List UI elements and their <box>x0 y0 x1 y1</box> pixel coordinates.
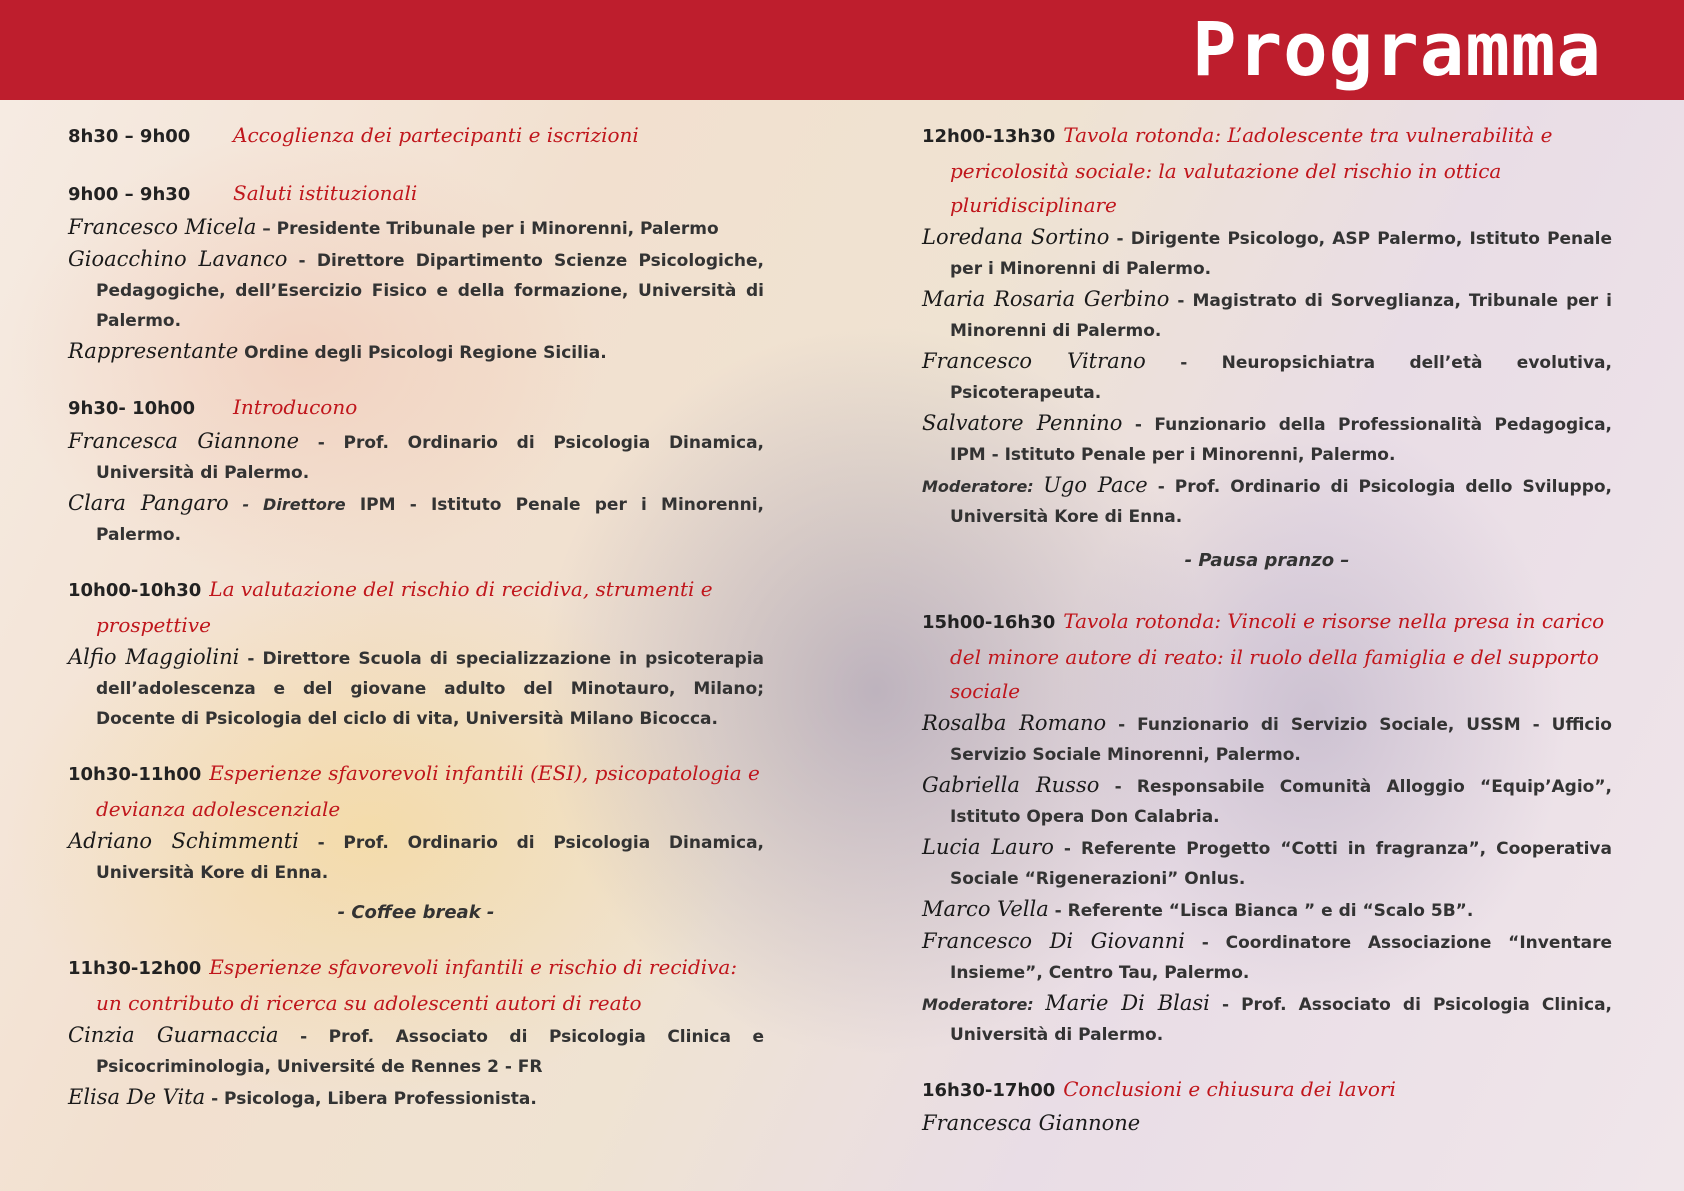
session-heading <box>68 390 764 426</box>
session-heading <box>922 604 1612 708</box>
speaker-entry <box>922 894 1612 926</box>
speaker-role: - Neuropsichiatra dell’età evolutiva, Psicoterapeuta. <box>950 353 1612 403</box>
speaker-role: - Direttore Dipartimento Scienze Psicologiche, Pedagogiche, dell’Esercizio Fisico e della formazione, Università di Palermo. <box>96 251 764 331</box>
session-accoglienza <box>68 118 764 154</box>
moderator-role: - Prof. Ordinario di Psicologia dello Sviluppo, Università Kore di Enna. <box>950 477 1613 527</box>
speaker-entry <box>922 926 1612 988</box>
speaker-name: Francesco Vitrano <box>922 349 1146 373</box>
speaker-role: - Prof. Ordinario di Psicologia Dinamica, Università di Palermo. <box>96 433 765 483</box>
speaker-entry <box>922 1108 1612 1140</box>
speaker-name: Rappresentante <box>68 339 239 363</box>
speaker-entry <box>922 408 1612 470</box>
speaker-entry <box>922 222 1612 284</box>
session-esperienze-esi <box>68 756 764 888</box>
speaker-entry <box>68 212 764 244</box>
speaker-name: Elisa De Vita <box>68 1085 206 1109</box>
speaker-role: IPM - Istituto Penale per i Minorenni, Palermo. <box>96 495 764 545</box>
speaker-role: - Psicologa, Libera Professionista. <box>205 1089 537 1109</box>
speaker-name: Francesca Giannone <box>922 1111 1141 1135</box>
session-title: Tavola rotonda: Vincoli e risorse nella presa in carico del minore autore di reato: il ruolo della famiglia e del supporto sociale <box>950 609 1605 703</box>
speaker-entry <box>922 832 1612 894</box>
session-heading <box>922 1072 1612 1108</box>
session-heading <box>68 118 764 154</box>
session-valutazione-rischio <box>68 572 764 734</box>
moderator-label: Moderatore: <box>922 477 1034 496</box>
session-time: 8h30 – 9h00 <box>68 126 191 147</box>
coffee-break-note: - Coffee break - <box>337 902 495 923</box>
speaker-entry <box>68 244 764 336</box>
speaker-name: Francesco Micela <box>68 215 257 239</box>
speaker-entry <box>922 770 1612 832</box>
header-bar <box>0 0 1684 100</box>
session-time: 12h00-13h30 <box>922 126 1056 147</box>
speaker-entry <box>68 642 764 734</box>
speaker-entry <box>68 336 764 368</box>
speaker-name: Maria Rosaria Gerbino <box>922 287 1170 311</box>
speaker-role: - Coordinatore Associazione “Inventare Insieme”, Centro Tau, Palermo. <box>950 933 1613 983</box>
moderator-entry <box>922 988 1612 1050</box>
speaker-role: - Dirigente Psicologo, ASP Palermo, Istituto Penale per i Minorenni di Palermo. <box>950 229 1612 279</box>
session-title: Conclusioni e chiusura dei lavori <box>1063 1077 1396 1101</box>
speaker-name: Cinzia Guarnaccia <box>68 1023 279 1047</box>
speaker-name: Alfio Maggiolini <box>68 645 240 669</box>
session-title: Accoglienza dei partecipanti e iscrizioni <box>233 123 639 147</box>
speaker-role: - Funzionario di Servizio Sociale, USSM - Ufficio Servizio Sociale Minorenni, Palermo. <box>950 715 1612 765</box>
session-tavola-rotonda-2 <box>922 604 1612 1050</box>
session-heading <box>68 176 764 212</box>
session-title: La valutazione del rischio di recidiva, strumenti e prospettive <box>96 577 713 637</box>
moderator-entry <box>922 470 1612 532</box>
session-tavola-rotonda-1 <box>922 118 1612 532</box>
lunch-break-note: - Pausa pranzo – <box>1184 550 1350 571</box>
session-title: Esperienze sfavorevoli infantili (ESI), psicopatologia e devianza adolescenziale <box>96 761 760 821</box>
speaker-name: Francesco Di Giovanni <box>922 929 1185 953</box>
speaker-name: Adriano Schimmenti <box>68 829 299 853</box>
moderator-name: Marie Di Blasi <box>1045 991 1210 1015</box>
session-time: 11h30-12h00 <box>68 958 202 979</box>
session-time: 10h30-11h00 <box>68 764 202 785</box>
speaker-entry <box>68 826 764 888</box>
speaker-entry <box>68 488 764 550</box>
session-time: 9h00 – 9h30 <box>68 184 191 205</box>
speaker-role: - Direttore Scuola di specializzazione in psicoterapia dell’adolescenza e del giovane adulto del Minotauro, Milano; Docente di Psicologia del ciclo di vita, Università Milano Bicocca. <box>96 649 764 729</box>
session-time: 10h00-10h30 <box>68 580 202 601</box>
speaker-name: Salvatore Pennino <box>922 411 1123 435</box>
session-title: Tavola rotonda: L’adolescente tra vulnerabilità e pericolosità sociale: la valutazione del rischio in ottica pluridisciplinare <box>950 123 1553 217</box>
moderator-role: - Prof. Associato di Psicologia Clinica, Università di Palermo. <box>950 995 1612 1045</box>
speaker-role: - Funzionario della Professionalità Pedagogica, IPM - Istituto Penale per i Minorenni, Palermo. <box>950 415 1613 465</box>
session-saluti <box>68 176 764 368</box>
session-conclusioni <box>922 1072 1612 1140</box>
speaker-role: - Responsabile Comunità Alloggio “Equip’Agio”, Istituto Opera Don Calabria. <box>950 777 1612 827</box>
speaker-name: Loredana Sortino <box>922 225 1110 249</box>
speaker-role: Ordine degli Psicologi Regione Sicilia. <box>238 343 607 363</box>
speaker-name: Gioacchino Lavanco <box>68 247 288 271</box>
speaker-role: - Referente “Lisca Bianca ” e di “Scalo 5B”. <box>1048 901 1474 921</box>
session-heading <box>68 572 764 642</box>
speaker-name: Rosalba Romano <box>922 711 1107 735</box>
session-heading <box>68 950 764 1020</box>
session-heading <box>68 756 764 826</box>
speaker-role: – Presidente Tribunale per i Minorenni, Palermo <box>256 219 719 239</box>
speaker-name: Lucia Lauro <box>922 835 1054 859</box>
session-time: 15h00-16h30 <box>922 612 1056 633</box>
moderator-name: Ugo Pace <box>1043 473 1148 497</box>
speaker-name: Clara Pangaro <box>68 491 229 515</box>
session-time: 16h30-17h00 <box>922 1080 1056 1101</box>
speaker-role: - Referente Progetto “Cotti in fragranza”, Cooperativa Sociale “Rigenerazioni” Onlus. <box>950 839 1612 889</box>
left-column <box>68 118 764 1114</box>
right-column <box>922 118 1612 1140</box>
session-heading <box>922 118 1612 222</box>
speaker-entry <box>922 346 1612 408</box>
session-ricerca-recidiva <box>68 950 764 1114</box>
speaker-role: - Magistrato di Sorveglianza, Tribunale per i Minorenni di Palermo. <box>950 291 1612 341</box>
speaker-entry <box>68 1082 764 1114</box>
session-title: Introducono <box>233 395 358 419</box>
session-time: 9h30- 10h00 <box>68 398 196 419</box>
session-title: Esperienze sfavorevoli infantili e rischio di recidiva: un contributo di ricerca su adolescenti autori di reato <box>96 955 738 1015</box>
speaker-role: - Prof. Associato di Psicologia Clinica e Psicocriminologia, Université de Rennes 2 - FR <box>96 1027 764 1077</box>
speaker-entry <box>922 284 1612 346</box>
speaker-entry <box>68 426 764 488</box>
speaker-entry <box>68 1020 764 1082</box>
speaker-prefix: - Direttore <box>228 495 346 514</box>
speaker-name: Marco Vella <box>922 897 1049 921</box>
speaker-entry <box>922 708 1612 770</box>
moderator-label: Moderatore: <box>922 995 1034 1014</box>
session-title: Saluti istituzionali <box>233 181 418 205</box>
speaker-name: Francesca Giannone <box>68 429 300 453</box>
speaker-role: - Prof. Ordinario di Psicologia Dinamica, Università Kore di Enna. <box>96 833 764 883</box>
speaker-name: Gabriella Russo <box>922 773 1100 797</box>
page-title: Programma <box>1192 7 1602 93</box>
session-introducono <box>68 390 764 550</box>
